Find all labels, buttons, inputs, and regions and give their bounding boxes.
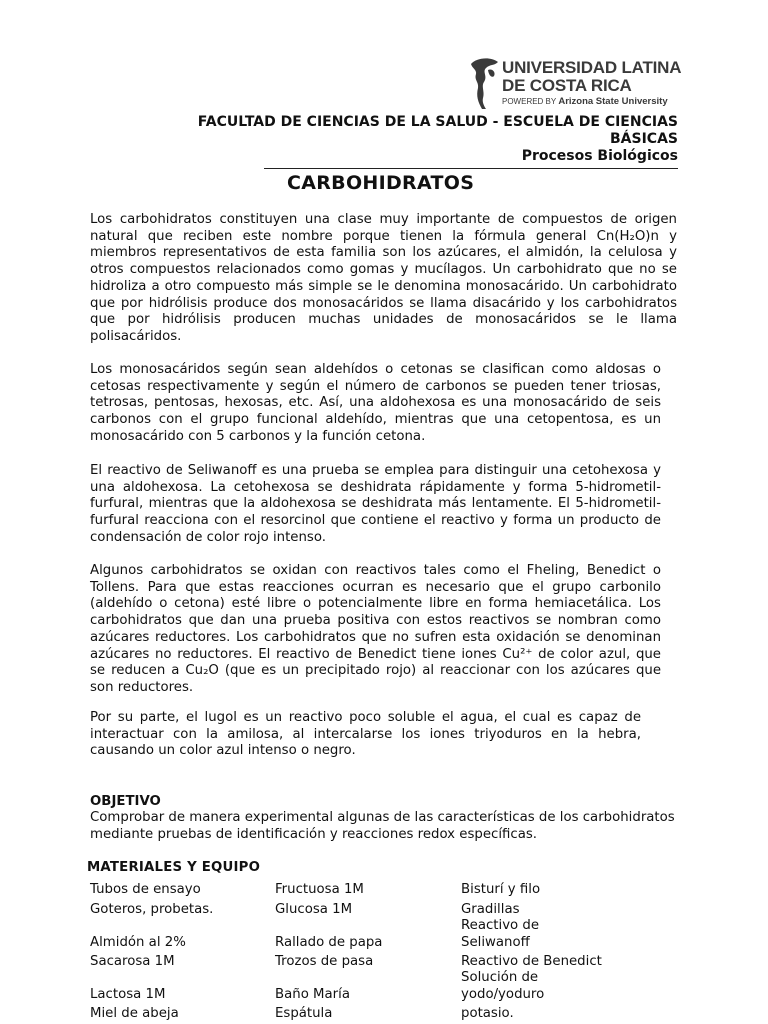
paragraph-seliwanoff: El reactivo de Seliwanoff es una prueba se emplea para distinguir una cetohexosa y una aldohexosa. La cetohexosa se deshidrata rápidamente y forma 5-hidrometil-furfural, mientras que la aldohexosa se deshidrata más lentamente. El 5-hidrometil-furfural reacciona con el resorcinol que contiene el reactivo y forma un producto de condensación de color rojo intenso. — [90, 463, 661, 545]
materials-heading: MATERIALES Y EQUIPO — [87, 860, 261, 875]
paragraph-lugol: Por su parte, el lugol es un reactivo poco soluble el agua, el cual es capaz de interactuar con la amilosa, al intercalarse los iones triyoduros en la hebra, causando un color azul intenso o negro. — [90, 710, 641, 759]
material-item: Baño María — [275, 987, 350, 1002]
material-item: potasio. — [461, 1006, 514, 1021]
material-item: Bisturí y filo — [461, 882, 541, 897]
material-item: Rallado de papa — [275, 935, 383, 950]
university-logo — [468, 56, 682, 110]
material-item: Glucosa 1M — [275, 902, 353, 917]
material-item: Reactivo de Benedict — [461, 954, 602, 969]
logo-powered-name: Arizona State University — [558, 96, 668, 107]
faculty-line2: BÁSICAS — [610, 131, 678, 147]
logo-university-name-line1: UNIVERSIDAD LATINA — [502, 58, 682, 77]
document-header — [198, 114, 678, 165]
paragraph-reducing-sugars: Algunos carbohidratos se oxidan con reactivos tales como el Fheling, Benedict o Tollens. Para que estas reacciones ocurran es necesario que el grupo carbonilo (aldehído o cetona) esté libre o potencialmente libre en forma hemiacetálica. Los carbohidratos que dan una prueba positiva con estos reactivos se nombran como azúcares reductores. Los carbohidratos que no sufren esta oxidación se denominan azúcares no reductores. El reactivo de Benedict tiene iones Cu²⁺ de color azul, que se reducen a Cu₂O (que es un precipitado rojo) al reaccionar con los azúcares que son reductores. — [90, 563, 661, 695]
material-item: Gradillas — [461, 902, 520, 917]
document-title: CARBOHIDRATOS — [287, 172, 475, 194]
material-item: Lactosa 1M — [90, 987, 166, 1002]
globe-icon — [468, 56, 502, 110]
material-item: Solución de — [461, 970, 539, 985]
logo-university-name-line2: DE COSTA RICA — [502, 76, 632, 95]
logo-powered-by — [502, 96, 668, 107]
course-name: Procesos Biológicos — [521, 148, 678, 164]
logo-powered-prefix: POWERED BY — [502, 97, 557, 106]
objective-heading: OBJETIVO — [90, 794, 161, 809]
material-item: Espátula — [275, 1006, 333, 1021]
material-item: Miel de abeja — [90, 1006, 179, 1021]
material-item: Fructuosa 1M — [275, 882, 364, 897]
material-item: Sacarosa 1M — [90, 954, 175, 969]
objective-text: Comprobar de manera experimental algunas de las características de los carbohidratos mediante pruebas de identificación y reacciones redox específicas. — [90, 810, 675, 842]
material-item: Seliwanoff — [461, 935, 530, 950]
material-item: yodo/yoduro — [461, 987, 545, 1002]
paragraph-monosaccharides: Los monosacáridos según sean aldehídos o cetonas se clasifican como aldosas o cetosas respectivamente y según el número de carbonos se pueden tener triosas, tetrosas, pentosas, hexosas, etc. Así, una aldohexosa es una monosacárido de seis carbonos con el grupo funcional aldehído, mientras que una cetopentosa, es un monosacárido con 5 carbonos y la función cetona. — [90, 362, 661, 444]
material-item: Trozos de pasa — [275, 954, 374, 969]
material-item: Tubos de ensayo — [90, 882, 201, 897]
material-item: Reactivo de — [461, 918, 540, 933]
material-item: Almidón al 2% — [90, 935, 186, 950]
faculty-line1: FACULTAD DE CIENCIAS DE LA SALUD - ESCUELA DE CIENCIAS — [197, 114, 678, 130]
header-divider — [264, 168, 678, 169]
paragraph-intro: Los carbohidratos constituyen una clase muy importante de compuestos de origen natural que reciben este nombre porque tienen la fórmula general Cn(H₂O)n y miembros representativos de esta familia son los azúcares, el almidón, la celulosa y otros compuestos relacionados como gomas y mucílagos. Un carbohidrato que no se hidroliza a otro compuesto más simple se le denomina monosacárido. Un carbohidrato que por hidrólisis produce dos monosacáridos se llama disacárido y los carbohidratos que por hidrólisis producen muchas unidades de monosacáridos se le llama polisacáridos. — [90, 212, 677, 344]
material-item: Goteros, probetas. — [90, 902, 214, 917]
